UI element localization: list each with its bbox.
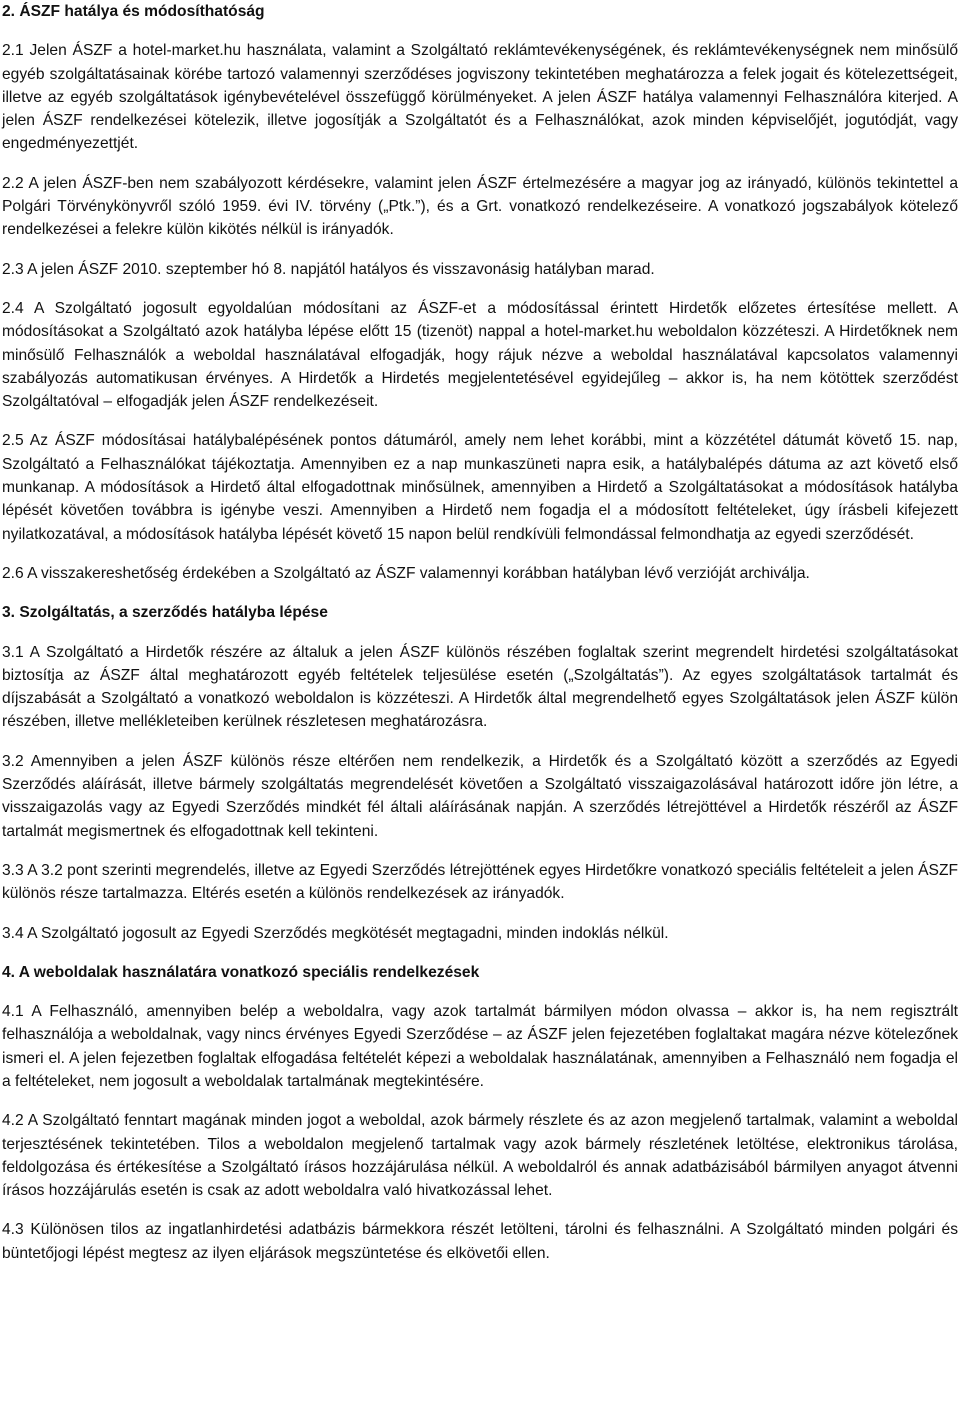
paragraph-2-2: 2.2 A jelen ÁSZF-ben nem szabályozott kérdésekre, valamint jelen ÁSZF értelmezésére a magyar jog az irányadó, különös tekintettel a Polgári Törvénykönyvről szóló 1959. évi IV. törvény („Ptk.”), és a Grt. vonatkozó rendelkezéseire. A vonatkozó jogszabályok kötelező rendelkezései a felekre külön kikötés nélkül is irányadók. xyxy=(2,174,958,239)
section-heading: 2. ÁSZF hatálya és módosíthatóság xyxy=(2,3,265,20)
paragraph-3-1: 3.1 A Szolgáltató a Hirdetők részére az általuk a jelen ÁSZF különös részében foglaltak szerint megrendelt hirdetési szolgáltatásokat biztosítja az ÁSZF által meghatározott egyéb feltételek teljesülése esetén („Szolgáltatás”). Az egyes szolgáltatások tartalmát és díjszabását a Szolgáltató a vonatkozó weboldalon is közzéteszi. A Hirdetők által megrendelhető egyes Szolgáltatások jelen ÁSZF külön részében, illetve mellékleteiben kerülnek részletesen meghatározásra. xyxy=(2,643,958,731)
paragraph-4-3: 4.3 Különösen tilos az ingatlanhirdetési adatbázis bármekkora részét letölteni, tárolni és felhasználni. A Szolgáltató minden polgári és büntetőjogi lépést megtesz az ilyen eljárások megszüntetése és elkövetői ellen. xyxy=(2,1221,958,1262)
section-heading: 4. A weboldalak használatára vonatkozó speciális rendelkezések xyxy=(2,963,480,981)
paragraph-3-3: 3.3 A 3.2 pont szerinti megrendelés, illetve az Egyedi Szerződés létrejöttének egyes Hirdetőkre vonatkozó speciális feltételeit a jelen ÁSZF különös része tartalmazza. Eltérés esetén a különös rendelkezések az irányadók. xyxy=(2,861,958,903)
paragraph-2-3: 2.3 A jelen ÁSZF 2010. szeptember hó 8. napjától hatályos és visszavonásig hatályban marad. xyxy=(2,260,655,278)
paragraph-2-4: 2.4 A Szolgáltató jogosult egyoldalúan módosítani az ÁSZF-et a módosítással érintett Hirdetők előzetes értesítése mellett. A módosításokat a Szolgáltató azok hatályba lépése előtt 15 (tizenöt) nappal a hotel-market.hu weboldalon közzéteszi. A Hirdetőknek nem minősülő Felhasználók a weboldal használatával elfogadják, hogy rájuk nézve a weboldal használatával kapcsolatos valamennyi szabályozás automatikusan érvényes. A Hirdetők a Hirdetés megjelentetésével egyidejűleg – akkor is, ha nem kötöttek szerződést Szolgáltatóval – elfogadják jelen ÁSZF rendelkezéseit. xyxy=(2,299,958,411)
paragraph-3-4: 3.4 A Szolgáltató jogosult az Egyedi Szerződés megkötését megtagadni, minden indoklás nélkül. xyxy=(2,924,669,942)
section-2 xyxy=(2,0,958,585)
section-heading: 3. Szolgáltatás, a szerződés hatályba lépése xyxy=(2,604,328,622)
section-3 xyxy=(2,601,958,945)
document-page xyxy=(2,0,958,1265)
paragraph-4-2: 4.2 A Szolgáltató fenntart magának minden jogot a weboldal, azok bármely részlete és az azon megjelenő tartalmak, valamint a weboldal terjesztésének tekintetében. Tilos a weboldalon megjelenő tartalmak vagy azok bármely részletének letöltése, elektronikus tárolása, feldolgozása és értékesítése a Szolgáltató írásos hozzájárulása nélkül. A weboldalról és annak adatbázisából bármilyen anyagot átvenni írásos hozzájárulás esetén is csak az adott weboldalra való hivatkozással lehet. xyxy=(2,1112,958,1200)
section-4 xyxy=(2,961,958,1265)
paragraph-2-6: 2.6 A visszakereshetőség érdekében a Szolgáltató az ÁSZF valamennyi korábban hatályban lévő verzióját archiválja. xyxy=(2,564,810,582)
paragraph-2-5: 2.5 Az ÁSZF módosításai hatálybalépésének pontos dátumáról, amely nem lehet korábbi, mint a közzététel dátumát követő 15. nap, Szolgáltató a Felhasználókat tájékoztatja. Amennyiben ez a nap munkaszüneti napra esik, a hatálybalépés dátuma az azt követő első munkanap. A módosítások a Hirdető által elfogadottnak minősülnek, amennyiben a Hirdető a Szolgáltatásokat a módosítások hatályba lépését követően továbbra is igénybe veszi. Amennyiben a Hirdető nem fogadja el a módosított feltételeket, úgy írásbeli kifejezett nyilatkozatával, a módosítások hatályba lépését követő 15 napon belül rendkívüli felmondással felmondhatja az egyedi szerződését. xyxy=(2,432,958,543)
paragraph-4-1: 4.1 A Felhasználó, amennyiben belép a weboldalra, vagy azok tartalmát bármilyen módon olvassa – akkor is, ha nem regisztrált felhasználója a weboldalnak, vagy nincs érvényes Egyedi Szerződése – az ÁSZF jelen fejezetében foglaltakat magára nézve kötelezőnek ismeri el. A jelen fejezetben foglaltak elfogadása feltételét képezi a weboldalak használatának, amennyiben a Felhasználó nem fogadja el a feltételeket, nem jogosult a weboldalak tartalmának megtekintésére. xyxy=(2,1003,958,1090)
paragraph-3-2: 3.2 Amennyiben a jelen ÁSZF különös része eltérően nem rendelkezik, a Hirdetők és a Szolgáltató között a szerződés az Egyedi Szerződés aláírását, illetve bármely szolgáltatás megrendelését követően a Szolgáltató visszaigazolásával határozott időre jön létre, a visszaigazolás vagy az Egyedi Szerződés mindkét fél általi aláírásának napján. A szerződés létrejöttével a Hirdetők részéről az ÁSZF tartalmát megismertnek és elfogadottnak kell tekinteni. xyxy=(2,752,958,840)
paragraph-2-1: 2.1 Jelen ÁSZF a hotel-market.hu használata, valamint a Szolgáltató reklámtevékenységének, és reklámtevékenységnek nem minősülő egyéb szolgáltatásainak körébe tartozó valamennyi szerződéses jogviszony tekintetében meghatározza a felek jogait és kötelezettségeit, illetve az egyéb szolgáltatások igénybevételével összefüggő körülményeket. A jelen ÁSZF hatálya valamennyi Felhasználóra kiterjed. A jelen ÁSZF rendelkezései kötelezik, illetve jogosítják a Szolgáltatót és a Felhasználókat, azok minden képviselőjét, jogutódját, vagy engedményezettjét. xyxy=(2,42,958,153)
